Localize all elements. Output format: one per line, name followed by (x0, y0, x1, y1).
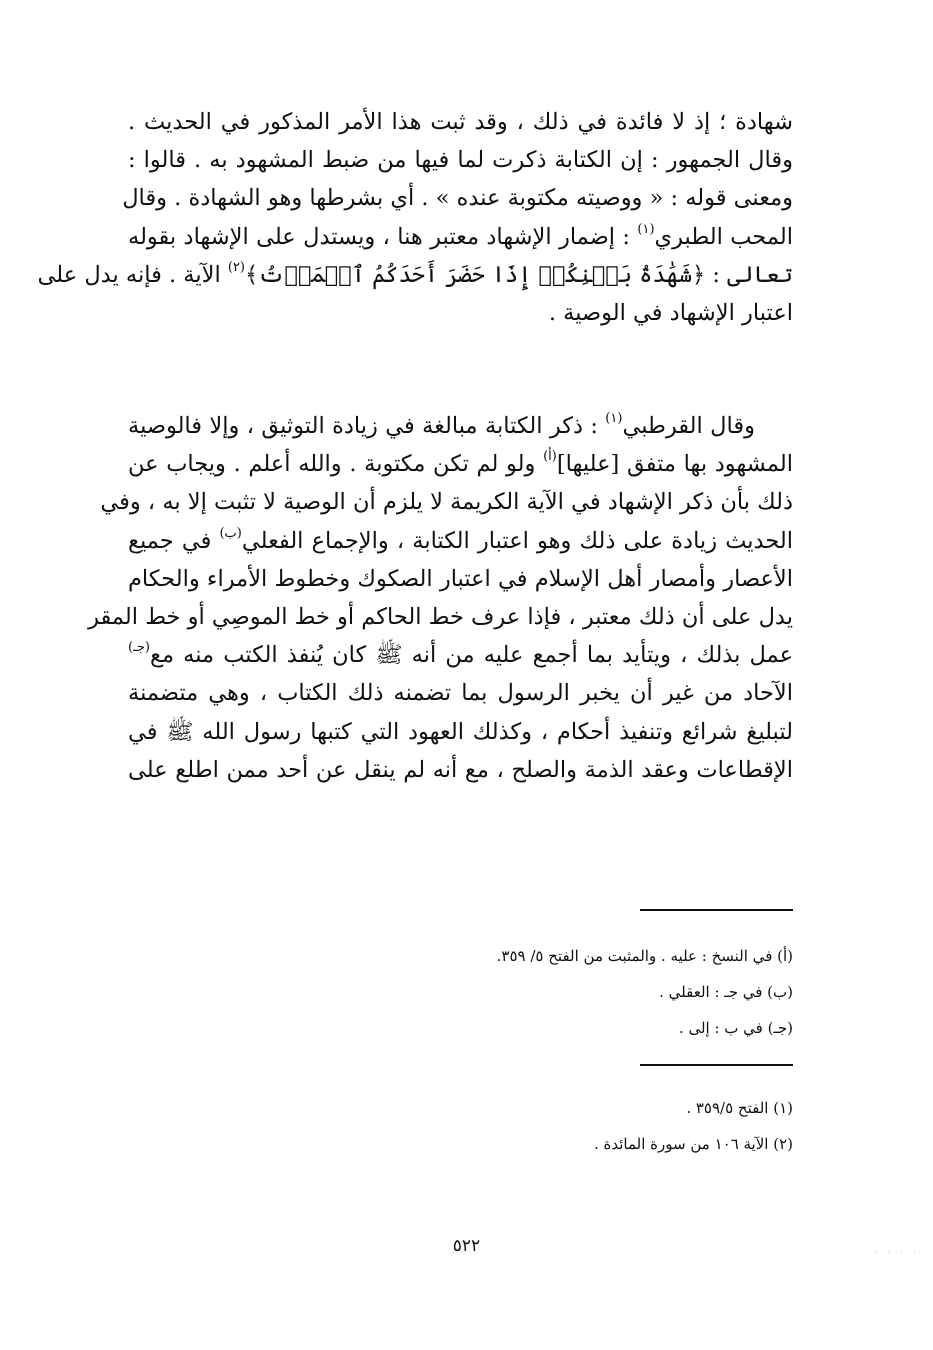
text-segment: في جميع (128, 527, 220, 554)
footnote: (أ) في النسخ : عليه . والمثبت من الفتح ٥/ ٣٥٩. (496, 947, 793, 965)
text-segment: المحب الطبري (654, 223, 793, 250)
footnote: (١) الفتح ٣٥٩/٥ . (686, 1099, 793, 1117)
text-line (128, 445, 793, 483)
text-segment: : إضمار الإشهاد معتبر هنا ، ويستدل على الإشهاد بقوله (128, 223, 638, 250)
text-segment: ولو لم تكن مكتوبة . والله أعلم . ويجاب عن (128, 451, 544, 478)
text-line: اعتبار الإشهاد في الوصية . (548, 299, 793, 326)
footnote-marker: (١) (637, 221, 655, 237)
text-line: يدل على أن ذلك معتبر ، فإذا عرف خط الحاكم أو خط الموصِي أو خط المقر (88, 603, 793, 630)
page-number: ٥٢٢ (452, 1236, 481, 1256)
footnote-marker: (٢) (227, 259, 245, 275)
text-segment: الحديث زيادة على ذلك وهو اعتبار الكتابة ، والإجماع الفعلي (241, 527, 793, 554)
footnote-marker: (أ) (543, 449, 557, 465)
footnote-marker: (ب) (219, 525, 242, 541)
text-line: الآحاد من غير أن يخبر الرسول بما تضمنه ذلك الكتاب ، وهي متضمنة (128, 680, 793, 707)
text-line: لتبليغ شرائع وتنفيذ أحكام ، وكذلك العهود التي كتبها رسول الله ﷺ في (128, 718, 793, 745)
text-line: شهادة ؛ إذ لا فائدة في ذلك ، وقد ثبت هذا الأمر المذكور في الحديث . (128, 109, 793, 135)
text-line (128, 636, 793, 674)
footnote-separator (640, 1064, 793, 1066)
text-segment: المشهود بها متفق [عليها] (556, 451, 793, 478)
footnote: (٢) الآية ١٠٦ من سورة المائدة . (593, 1135, 793, 1153)
footnote: (ب) في جـ : العقلي . (659, 983, 793, 1001)
footnotes-letters (233, 938, 793, 1046)
text-line: ومعنى قوله : « ووصيته مكتوبة عنده » . أي بشرطها وهو الشهادة . وقال (122, 185, 793, 212)
quran-verse: تعالى : ﴿شَهَٰدَةُ بَيۡنِكُمۡ إِذَا حَضَرَ أَحَدَكُمُ ٱلۡمَوۡتُ﴾ (245, 261, 793, 288)
text-line (128, 407, 793, 445)
footnotes-numbers (233, 1090, 793, 1162)
margin-speck: . . . . (874, 1246, 920, 1255)
text-segment: عمل بذلك ، ويتأيد بما أجمع عليه من أنه ﷺ كان يُنفذ الكتب منه مع (150, 642, 793, 669)
text-segment: الآية . فإنه يدل على (37, 261, 228, 288)
paragraph-1 (37, 103, 793, 332)
text-line: الأعصار وأمصار أهل الإسلام في اعتبار الصكوك وخطوط الأمراء والحكام (128, 565, 793, 592)
text-line: وقال الجمهور : إن الكتابة ذكرت لما فيها من ضبط المشهود به . قالوا : (128, 147, 793, 174)
text-line (128, 218, 793, 256)
text-segment: وقال القرطبي (622, 413, 755, 439)
footnote-marker: (١) (605, 411, 623, 426)
paragraph-2 (88, 407, 793, 789)
text-line (37, 256, 793, 294)
footnote: (جـ) في ب : إلى . (678, 1019, 793, 1037)
footnote-separator (640, 909, 793, 911)
text-segment: : ذكر الكتابة مبالغة في زيادة التوثيق ، وإلا فالوصية (128, 413, 606, 439)
text-line: الإقطاعات وعقد الذمة والصلح ، مع أنه لم ينقل عن أحد ممن اطلع على (128, 756, 793, 783)
text-line: ذلك بأن ذكر الإشهاد في الآية الكريمة لا يلزم أن الوصية لا تثبت إلا به ، وفي (100, 489, 793, 516)
footnote-marker: (جـ) (128, 640, 150, 656)
text-line (128, 522, 793, 560)
